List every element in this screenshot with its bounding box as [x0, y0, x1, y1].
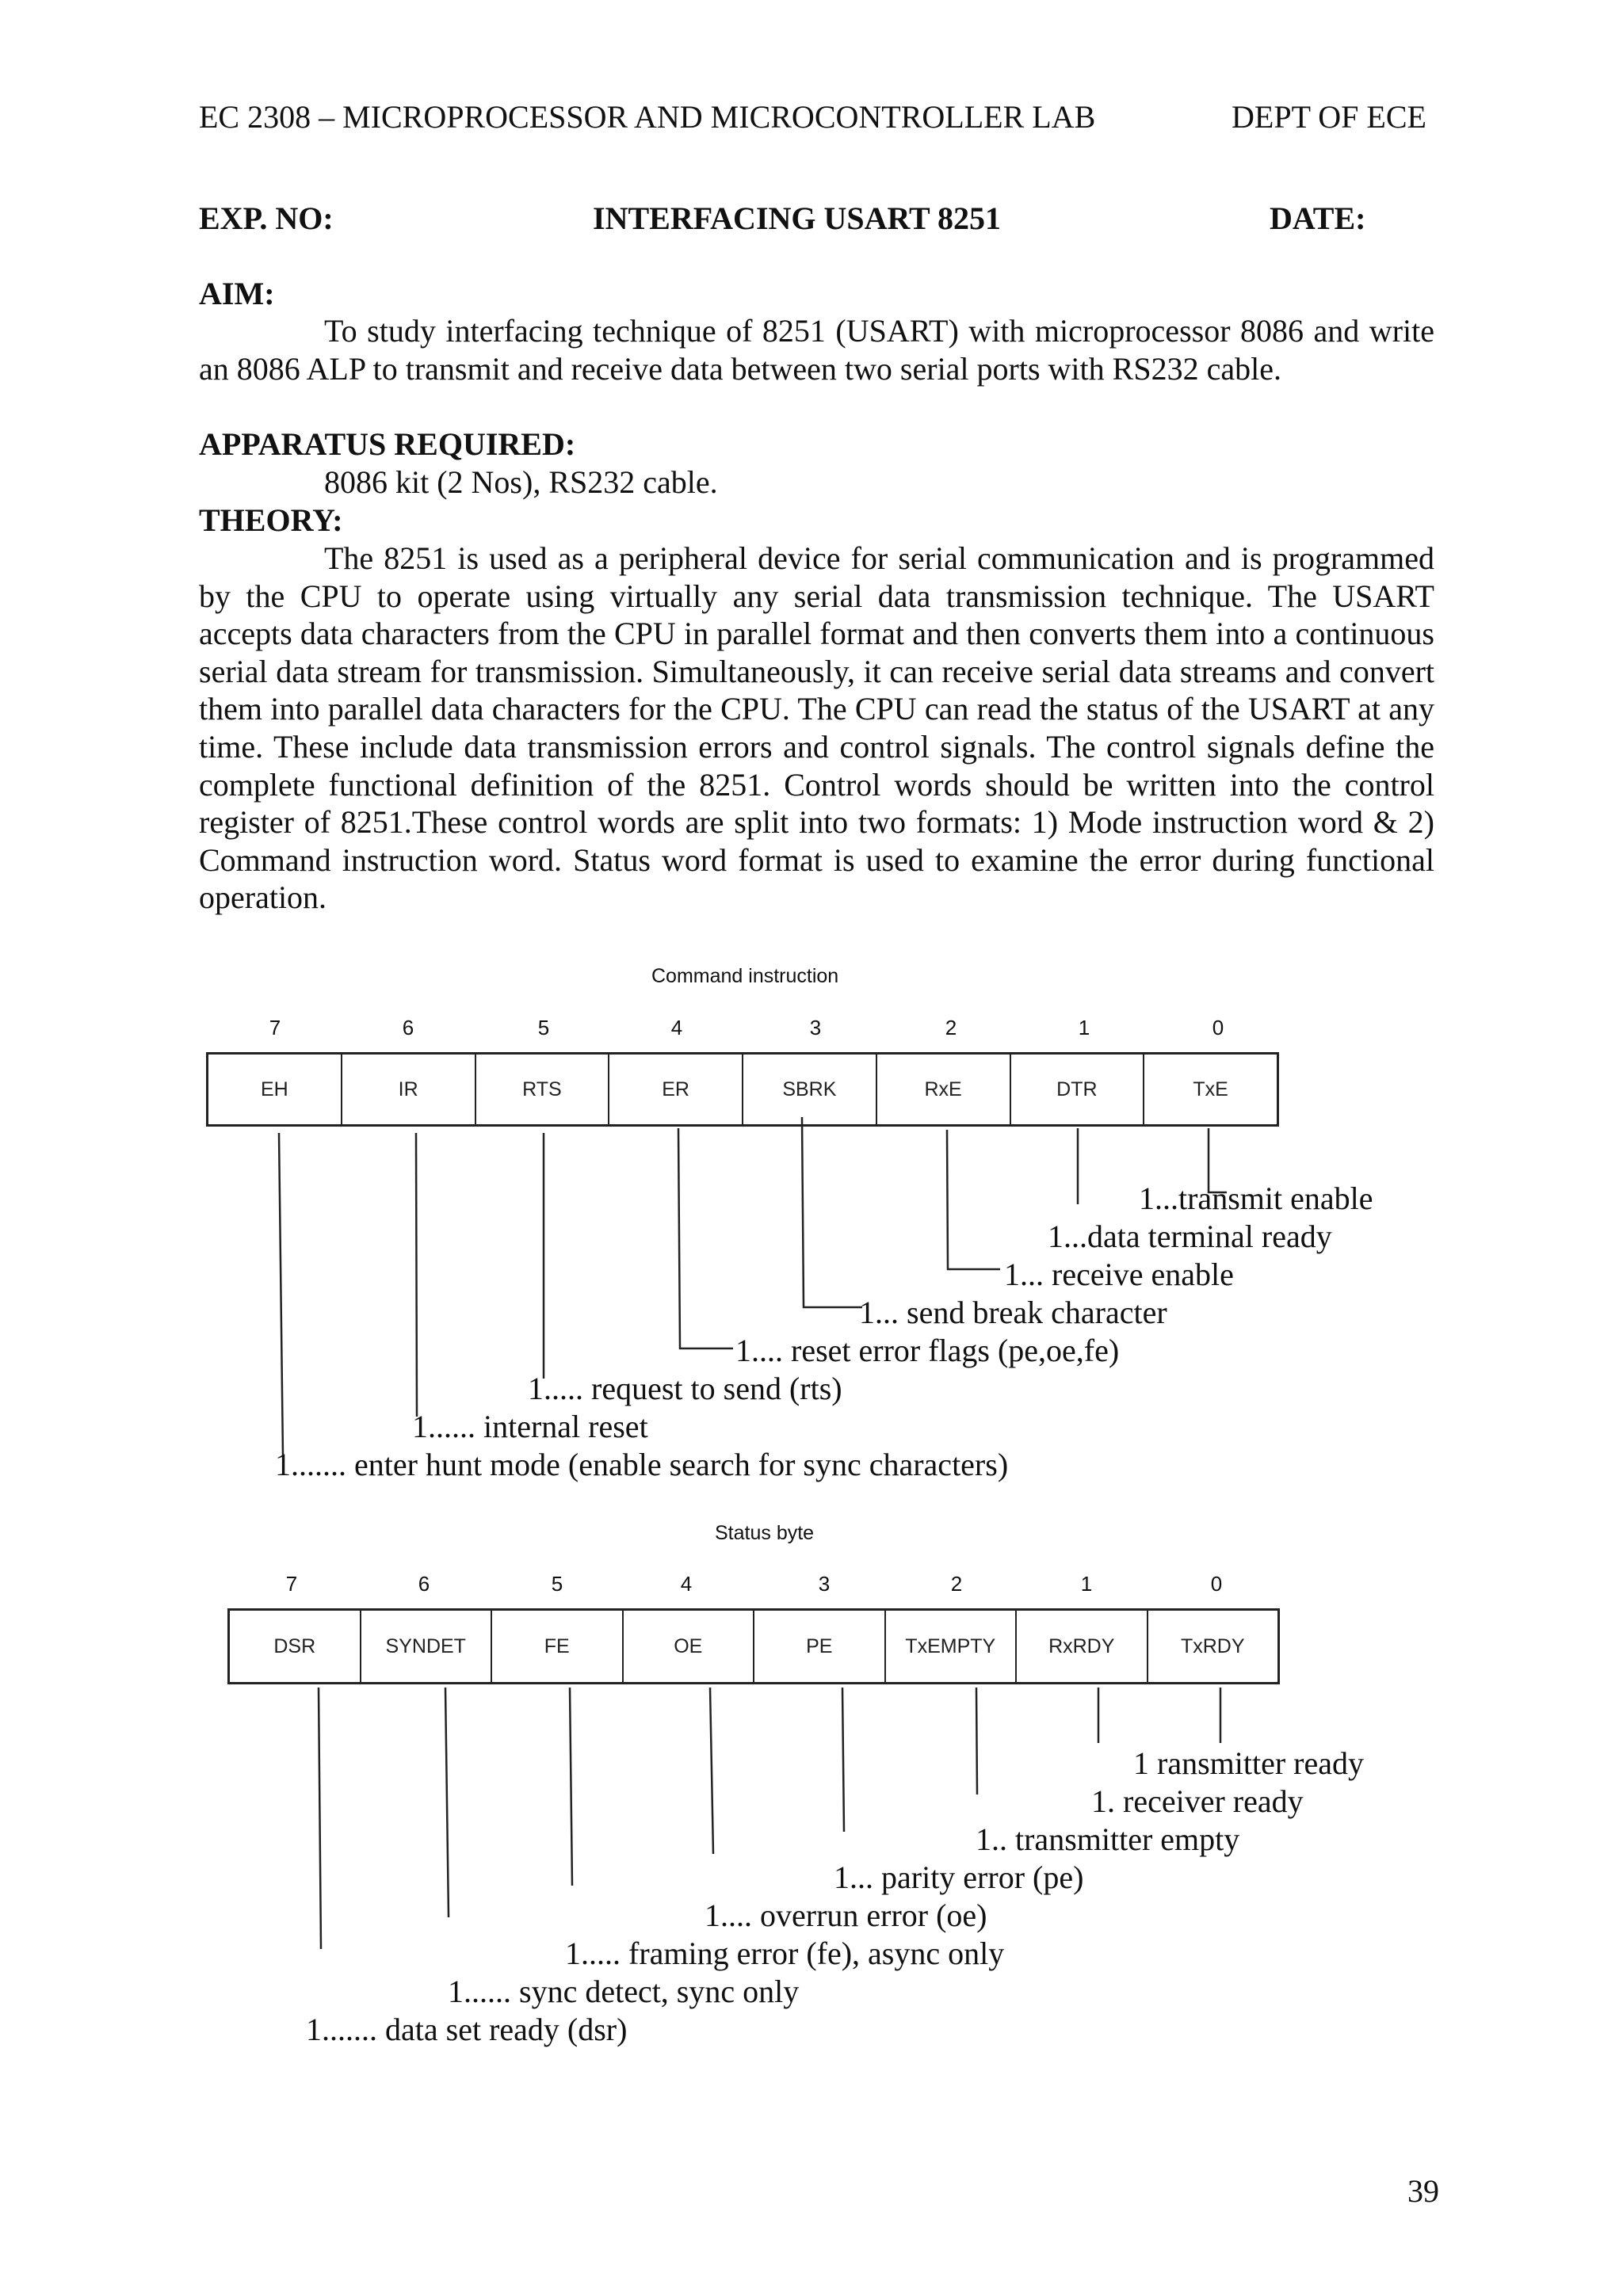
status-bit-fe: FE — [492, 1611, 624, 1682]
status-desc-rxrdy: 1. receiver ready — [1091, 1783, 1304, 1819]
status-bit-number: 0 — [1210, 1572, 1223, 1596]
apparatus-heading: APPARATUS REQUIRED: — [199, 426, 576, 462]
command-desc-rts: 1..... request to send (rts) — [528, 1371, 842, 1406]
status-bit-number: 5 — [551, 1572, 563, 1596]
command-bit-txe: TxE — [1193, 1077, 1228, 1100]
status-desc-txrdy: 1 ransmitter ready — [1133, 1745, 1364, 1781]
status-bit-txrdy: TxRDY — [1180, 1634, 1245, 1657]
status-leader-line — [710, 1688, 713, 1854]
status-register — [227, 1608, 1280, 1684]
status-bit-oe: OE — [624, 1611, 755, 1682]
status-bit-number: 1 — [1080, 1572, 1093, 1596]
command-bit-dtr: DTR — [1011, 1055, 1145, 1124]
status-bit-number: 2 — [950, 1572, 963, 1596]
command-bit-er: ER — [609, 1055, 743, 1124]
status-bit-number: 3 — [818, 1572, 831, 1596]
command-desc-er: 1.... reset error flags (pe,oe,fe) — [735, 1333, 1120, 1368]
command-diagram-title: Command instruction — [651, 965, 839, 987]
command-leader-line — [678, 1128, 733, 1348]
status-bit-number: 6 — [418, 1572, 430, 1596]
command-desc-dtr: 1...data terminal ready — [1048, 1219, 1332, 1254]
status-bit-number: 7 — [285, 1572, 298, 1596]
command-bit-number: 5 — [537, 1016, 550, 1039]
status-leader-line — [445, 1688, 449, 1917]
status-bit-pe: PE — [754, 1611, 886, 1682]
apparatus-text: 8086 kit (2 Nos), RS232 cable. — [324, 464, 718, 500]
command-bit-ir: IR — [342, 1055, 476, 1124]
command-bit-number: 0 — [1212, 1016, 1224, 1039]
command-bit-sbrk: SBRK — [743, 1055, 877, 1124]
status-desc-syndet: 1...... sync detect, sync only — [448, 1974, 800, 2009]
command-desc-ir: 1...... internal reset — [412, 1409, 648, 1444]
status-leader-line — [319, 1688, 321, 1949]
theory-heading: THEORY: — [199, 502, 343, 538]
running-header-dept: DEPT OF ECE — [1232, 99, 1426, 135]
status-desc-txempty: 1.. transmitter empty — [976, 1821, 1240, 1857]
status-desc-pe: 1... parity error (pe) — [834, 1859, 1084, 1895]
status-bit-syndet: SYNDET — [361, 1611, 493, 1682]
command-bit-rts: RTS — [476, 1055, 610, 1124]
command-bit-number: 1 — [1078, 1016, 1090, 1039]
command-desc-txe: 1...transmit enable — [1139, 1180, 1373, 1216]
command-bit-number: 7 — [269, 1016, 281, 1039]
command-bit-number: 4 — [670, 1016, 683, 1039]
status-desc-dsr: 1....... data set ready (dsr) — [306, 2012, 628, 2047]
status-diagram-title: Status byte — [715, 1522, 815, 1544]
page-number: 39 — [1407, 2173, 1439, 2209]
command-desc-eh: 1....... enter hunt mode (enable search for sync characters) — [275, 1447, 1009, 1482]
status-leader-line — [976, 1688, 977, 1794]
command-leader-line — [947, 1130, 1000, 1269]
status-bit-txempty: TxEMPTY — [886, 1611, 1018, 1682]
command-bit-rxe: RxE — [877, 1055, 1011, 1124]
command-bit-number: 6 — [402, 1016, 414, 1039]
status-bit-dsr: DSR — [230, 1611, 361, 1682]
command-bit-eh: EH — [208, 1055, 342, 1124]
exp-no-label: EXP. NO: — [199, 200, 334, 236]
date-label: DATE: — [1270, 200, 1366, 236]
command-leader-line — [802, 1117, 862, 1307]
experiment-title: INTERFACING USART 8251 — [593, 200, 1001, 236]
status-bit-rxrdy: RxRDY — [1017, 1611, 1148, 1682]
command-leader-line — [416, 1133, 417, 1417]
running-header-course: EC 2308 – MICROPROCESSOR AND MICROCONTROLLER LAB — [199, 99, 1096, 135]
command-bit-number: 2 — [945, 1016, 957, 1039]
status-leader-line — [842, 1688, 844, 1832]
status-desc-oe: 1.... overrun error (oe) — [705, 1897, 987, 1933]
command-bit-number: 3 — [809, 1016, 822, 1039]
theory-text: The 8251 is used as a peripheral device for serial communication and is programmed by the CPU to operate using virtually any serial data transmission technique. The USART accepts data characters from the CPU in parallel format and then converts them into a continuous serial data stream for transmission. Simultaneously, it can receive serial data streams and convert them into parallel data characters for the CPU. The CPU can read the status of the USART at any time. These include data transmission errors and control signals. The control signals define the complete functional definition of the 8251. Control words should be written into the control register of 8251.These control words are split into two formats: 1) Mode instruction word & 2) Command instruction word. Status word format is used to examine the error during functional operation. — [199, 540, 1434, 916]
aim-text: To study interfacing technique of 8251 (USART) with microprocessor 8086 and write an 8086 ALP to transmit and receive data between two serial ports with RS232 cable. — [199, 313, 1434, 387]
status-desc-fe: 1..... framing error (fe), async only — [565, 1936, 1005, 1971]
command-leader-line — [279, 1133, 283, 1456]
command-desc-sbrk: 1... send break character — [859, 1295, 1167, 1330]
command-desc-rxe: 1... receive enable — [1004, 1257, 1234, 1292]
aim-heading: AIM: — [199, 276, 275, 311]
status-leader-line — [570, 1688, 572, 1886]
status-bit-number: 4 — [680, 1572, 693, 1596]
